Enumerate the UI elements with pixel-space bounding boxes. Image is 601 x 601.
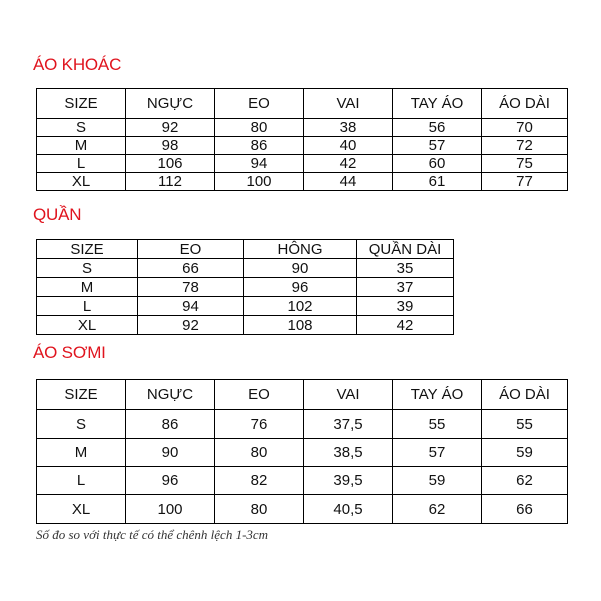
column-header: QUẦN DÀI xyxy=(357,240,454,259)
column-header: SIZE xyxy=(37,380,126,410)
shirt-title: ÁO SƠMI xyxy=(33,343,106,362)
measurement-cell: 96 xyxy=(126,467,215,495)
jacket-size-table xyxy=(36,88,568,191)
measurement-cell: 92 xyxy=(138,316,244,335)
column-header: EO xyxy=(215,89,304,119)
measurement-cell: 40,5 xyxy=(304,495,393,524)
table-row xyxy=(37,137,568,155)
size-cell: L xyxy=(37,297,138,316)
measurement-cell: 94 xyxy=(215,155,304,173)
measurement-cell: 108 xyxy=(244,316,357,335)
measurement-cell: 100 xyxy=(215,173,304,191)
measurement-cell: 39,5 xyxy=(304,467,393,495)
column-header: TAY ÁO xyxy=(393,380,482,410)
size-cell: L xyxy=(37,467,126,495)
measurement-cell: 90 xyxy=(244,259,357,278)
measurement-cell: 90 xyxy=(126,439,215,467)
measurement-cell: 77 xyxy=(482,173,568,191)
size-cell: S xyxy=(37,119,126,137)
table-header-row xyxy=(37,380,568,410)
column-header: VAI xyxy=(304,380,393,410)
measurement-cell: 38,5 xyxy=(304,439,393,467)
shirt-size-table xyxy=(36,379,568,524)
table-row xyxy=(37,173,568,191)
size-cell: M xyxy=(37,278,138,297)
pants-size-table xyxy=(36,239,454,335)
column-header: EO xyxy=(215,380,304,410)
measurement-cell: 56 xyxy=(393,119,482,137)
table-row xyxy=(37,259,454,278)
measurement-cell: 82 xyxy=(215,467,304,495)
size-cell: L xyxy=(37,155,126,173)
column-header: EO xyxy=(138,240,244,259)
measurement-cell: 61 xyxy=(393,173,482,191)
table-row xyxy=(37,119,568,137)
table-row xyxy=(37,155,568,173)
measurement-cell: 37,5 xyxy=(304,410,393,439)
measurement-cell: 86 xyxy=(215,137,304,155)
measurement-cell: 57 xyxy=(393,137,482,155)
size-cell: XL xyxy=(37,495,126,524)
column-header: TAY ÁO xyxy=(393,89,482,119)
measurement-cell: 40 xyxy=(304,137,393,155)
measurement-cell: 55 xyxy=(482,410,568,439)
measurement-cell: 66 xyxy=(482,495,568,524)
size-cell: M xyxy=(37,137,126,155)
measurement-cell: 96 xyxy=(244,278,357,297)
measurement-cell: 112 xyxy=(126,173,215,191)
measurement-cell: 38 xyxy=(304,119,393,137)
column-header: ÁO DÀI xyxy=(482,380,568,410)
size-cell: XL xyxy=(37,173,126,191)
table-row xyxy=(37,439,568,467)
measurement-cell: 76 xyxy=(215,410,304,439)
measurement-cell: 102 xyxy=(244,297,357,316)
measurement-cell: 37 xyxy=(357,278,454,297)
measurement-cell: 92 xyxy=(126,119,215,137)
measurement-cell: 106 xyxy=(126,155,215,173)
column-header: HÔNG xyxy=(244,240,357,259)
measurement-cell: 57 xyxy=(393,439,482,467)
measurement-cell: 42 xyxy=(357,316,454,335)
measurement-cell: 75 xyxy=(482,155,568,173)
size-cell: S xyxy=(37,259,138,278)
column-header: NGỰC xyxy=(126,89,215,119)
measurement-cell: 70 xyxy=(482,119,568,137)
measurement-cell: 62 xyxy=(482,467,568,495)
column-header: VAI xyxy=(304,89,393,119)
measurement-cell: 94 xyxy=(138,297,244,316)
jacket-title: ÁO KHOÁC xyxy=(33,55,122,74)
size-cell: XL xyxy=(37,316,138,335)
table-row xyxy=(37,278,454,297)
measurement-cell: 59 xyxy=(393,467,482,495)
measurement-cell: 39 xyxy=(357,297,454,316)
measurement-cell: 60 xyxy=(393,155,482,173)
measurement-cell: 35 xyxy=(357,259,454,278)
measurement-cell: 78 xyxy=(138,278,244,297)
table-row xyxy=(37,410,568,439)
measurement-cell: 100 xyxy=(126,495,215,524)
measurement-cell: 80 xyxy=(215,439,304,467)
measurement-cell: 44 xyxy=(304,173,393,191)
pants-title: QUẦN xyxy=(33,205,82,224)
table-header-row xyxy=(37,240,454,259)
column-header: SIZE xyxy=(37,89,126,119)
measurement-cell: 42 xyxy=(304,155,393,173)
measurement-cell: 62 xyxy=(393,495,482,524)
table-row xyxy=(37,467,568,495)
table-header-row xyxy=(37,89,568,119)
size-cell: S xyxy=(37,410,126,439)
size-cell: M xyxy=(37,439,126,467)
column-header: NGỰC xyxy=(126,380,215,410)
column-header: ÁO DÀI xyxy=(482,89,568,119)
measurement-cell: 66 xyxy=(138,259,244,278)
measurement-cell: 86 xyxy=(126,410,215,439)
measurement-cell: 98 xyxy=(126,137,215,155)
measurement-cell: 59 xyxy=(482,439,568,467)
table-row xyxy=(37,297,454,316)
measurement-cell: 80 xyxy=(215,119,304,137)
measurement-cell: 72 xyxy=(482,137,568,155)
measurement-note: Số đo so với thực tế có thể chênh lệch 1-3cm xyxy=(36,527,269,542)
table-row xyxy=(37,495,568,524)
measurement-cell: 55 xyxy=(393,410,482,439)
measurement-cell: 80 xyxy=(215,495,304,524)
column-header: SIZE xyxy=(37,240,138,259)
table-row xyxy=(37,316,454,335)
